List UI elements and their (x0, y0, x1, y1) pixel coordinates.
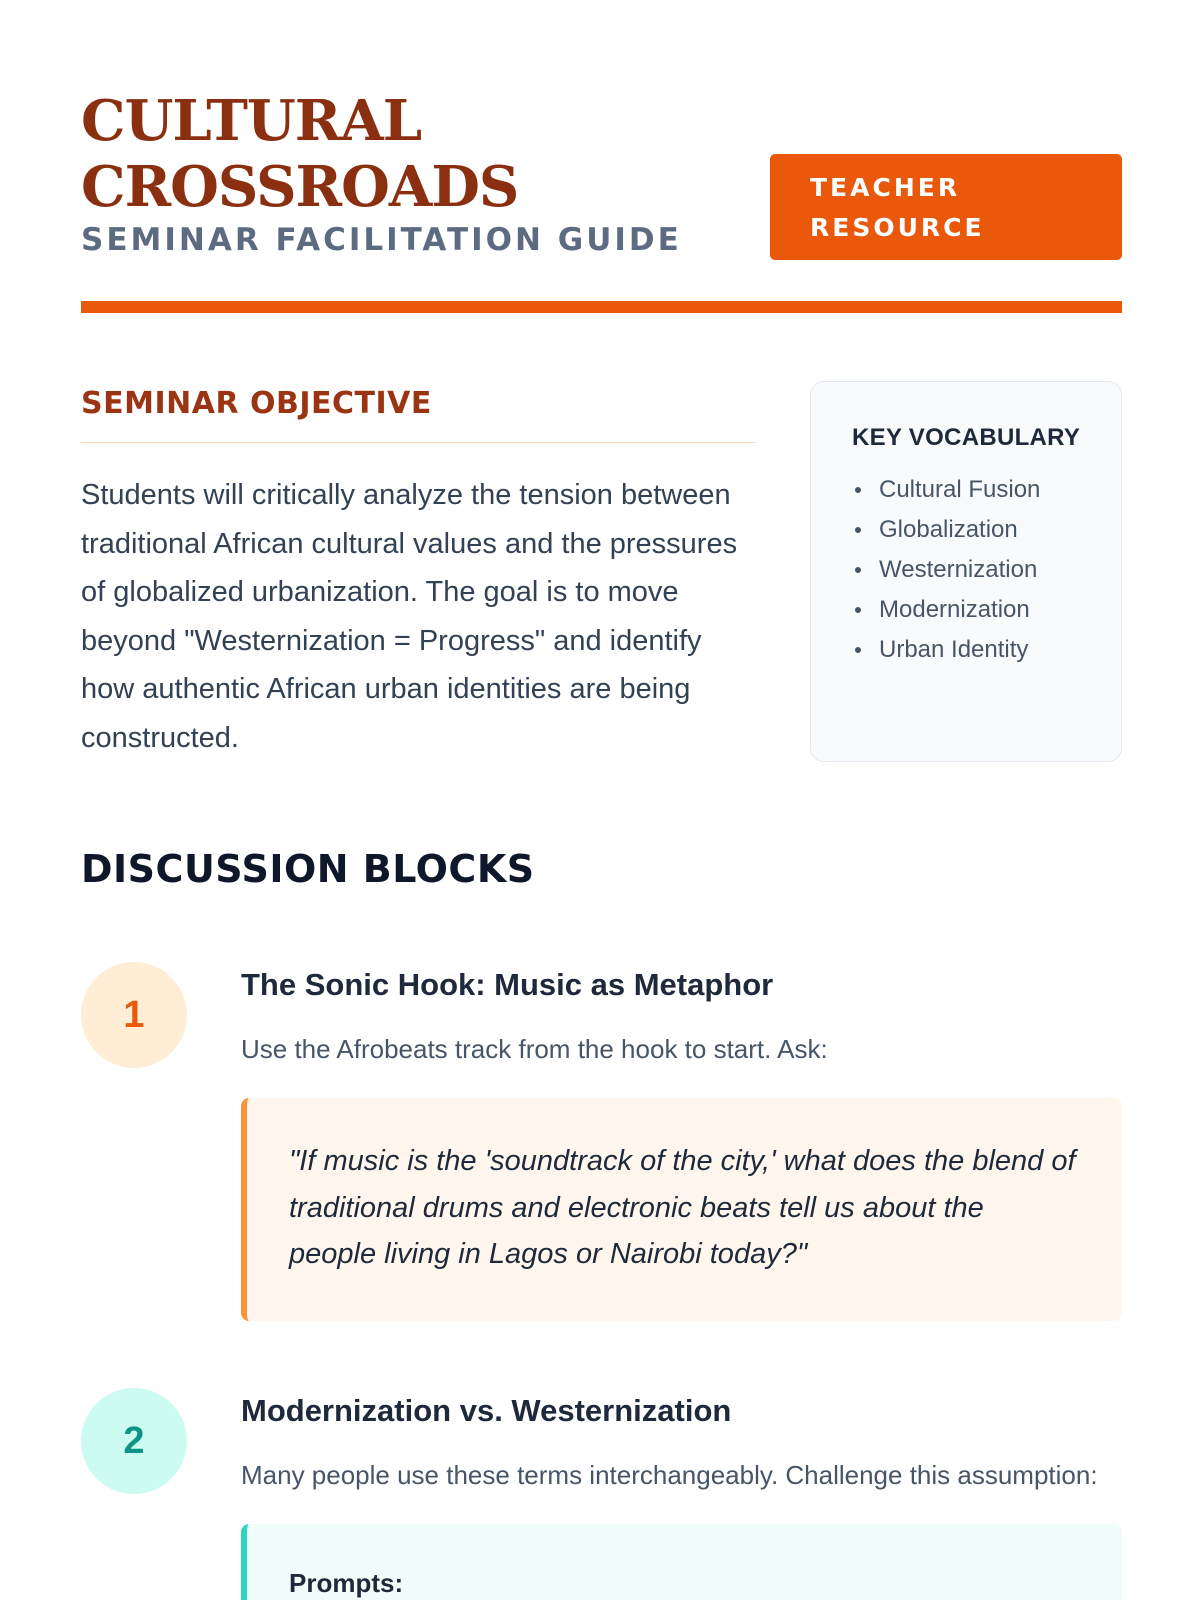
vocabulary-item-label: Westernization (879, 556, 1038, 583)
badge-line-2: RESOURCE (810, 213, 985, 242)
vocabulary-list (852, 470, 1101, 670)
vocabulary-item (852, 590, 1101, 630)
block-description: Use the Afrobeats track from the hook to start. Ask: (241, 1034, 828, 1064)
bullet-icon (855, 567, 861, 573)
seminar-objective-section (81, 384, 756, 762)
bullet-icon (855, 487, 861, 493)
block-content (241, 1388, 1122, 1600)
vocabulary-item (852, 470, 1101, 510)
bullet-icon (855, 647, 861, 653)
vocabulary-title: KEY VOCABULARY (852, 424, 1081, 451)
vocabulary-item-label: Globalization (879, 516, 1018, 543)
page (81, 0, 1122, 1600)
vocabulary-item-label: Urban Identity (879, 636, 1029, 663)
bullet-icon (855, 527, 861, 533)
objective-heading: SEMINAR OBJECTIVE (81, 384, 756, 443)
block-number-badge: 2 (81, 1388, 187, 1494)
vocabulary-item (852, 550, 1101, 590)
header-divider (81, 301, 1122, 313)
page-subtitle: SEMINAR FACILITATION GUIDE (81, 222, 682, 258)
title-line-2: CROSSROADS (81, 154, 519, 220)
vocabulary-item-label: Cultural Fusion (879, 476, 1041, 503)
bullet-icon (855, 607, 861, 613)
teacher-resource-badge (770, 154, 1122, 260)
prompts-box (241, 1524, 1122, 1600)
discussion-blocks-heading: DISCUSSION BLOCKS (81, 847, 535, 891)
block-title: Modernization vs. Westernization (241, 1393, 732, 1428)
prompts-label: Prompts: (289, 1568, 404, 1598)
vocabulary-item-label: Modernization (879, 596, 1030, 623)
header (81, 88, 1122, 258)
block-title: The Sonic Hook: Music as Metaphor (241, 967, 774, 1002)
block-content (241, 962, 1122, 1321)
objective-text: Students will critically analyze the tension between traditional African cultural values and the pressures of globalized urbanization. The goal is to move beyond "Westernization = Progress" and identify how authentic African urban identities are being constructed. (81, 479, 738, 754)
vocabulary-item (852, 630, 1101, 670)
badge-line-1: TEACHER (810, 173, 961, 202)
vocabulary-item (852, 510, 1101, 550)
title-line-1: CULTURAL (81, 88, 422, 154)
block-description: Many people use these terms interchangeably. Challenge this assumption: (241, 1460, 1098, 1490)
block-number-badge: 1 (81, 962, 187, 1068)
discussion-quote: "If music is the 'soundtrack of the city,' what does the blend of traditional drums and electronic beats tell us about the people living in Lagos or Nairobi today?" (241, 1098, 1122, 1321)
key-vocabulary-card (810, 381, 1122, 762)
